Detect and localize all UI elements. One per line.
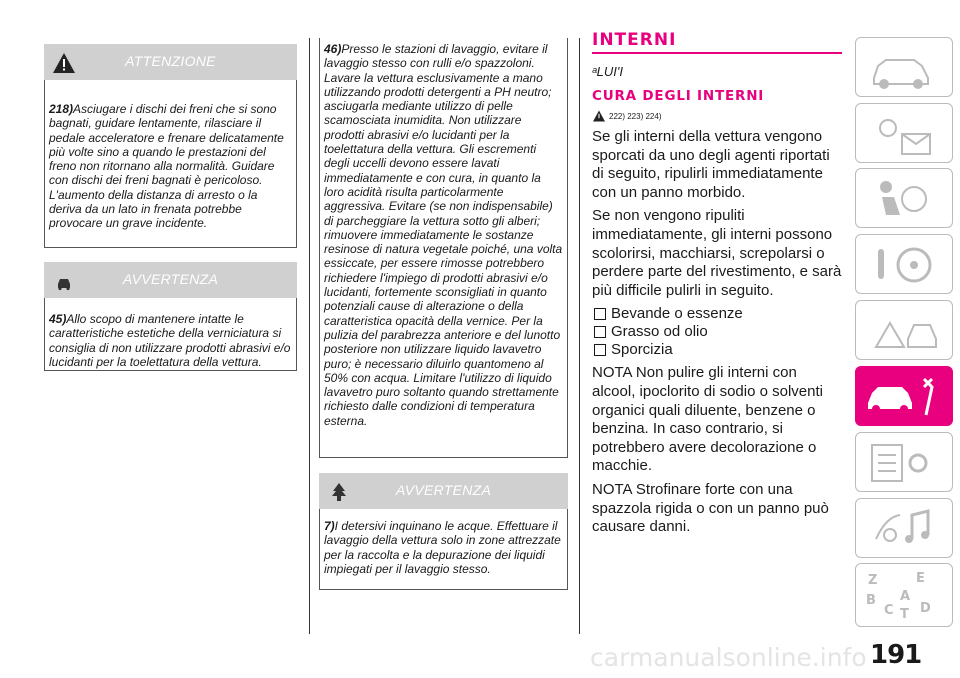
notice-text-2: Presso le stazioni di lavaggio, evitare il lavaggio stesso con rulli e/o spazzoloni. Lavare la vettura esclusivamente a mano utilizzando prodotti detergenti a PH neutro; asciugarla mediante utilizzo di pelle scamosciata inumidita. Non utilizzare prodotti abrasivi e/o lucidanti per la toelettatura della vettura. Gli escrementi degli uccelli devono essere lavati immediatamente e con cura, in quanto la loro acidità risulta particolarmente aggressiva. Evitare (se non indispensabile) di parcheggiare la vettura sotto gli alberi; rimuovere immediatamente le sostanze resinose di natura vegetale poiché, una volta essiccate, per essere rimosse potrebbero richiedere l'impiego di prodotti abrasivi e/o lucidanti, fortemente sconsigliati in quanto potenziali cause di alterazione o della caratteristica opacità della vernice. Per la pulizia del parabrezza anteriore e del lunotto posteriore non utilizzare liquido lavavetro puro; è necessario diluirlo quantomeno al 50% con acqua. Limitare l'utilizzo di liquido lavavetro puro soltanto quando strettamente richiesto dalle condizioni di temperatura esterna. <box>324 42 563 428</box>
svg-text:E: E <box>916 571 925 586</box>
tab-dashboard-lights[interactable] <box>855 103 953 163</box>
notice-box-3 <box>319 473 568 590</box>
warning-content <box>44 80 297 248</box>
notice-content-3 <box>319 509 568 590</box>
column-divider-2 <box>579 38 580 634</box>
notice-text-3: I detersivi inquinano le acque. Effettuare il lavaggio della vettura solo in zone attrezzate per la raccolta e la depurazione dei liquidi impiegati per il lavaggio stesso. <box>324 519 561 576</box>
refs-text: 222) 223) 224) <box>609 111 662 121</box>
bullet-square-icon <box>594 326 606 338</box>
bullet-text: Grasso od olio <box>611 323 708 341</box>
page-number: 191 <box>870 640 922 670</box>
car-wrench-icon <box>856 367 952 425</box>
data-gear-icon <box>856 433 952 491</box>
notice-title-3: AVVERTENZA <box>395 482 492 498</box>
warning-title: ATTENZIONE <box>125 53 216 69</box>
notice-content-1 <box>44 298 297 371</box>
svg-text:B: B <box>866 593 876 608</box>
bullet-text: Bevande o essenze <box>611 305 743 323</box>
left-column <box>44 44 297 371</box>
note-2: NOTA Strofinare forte con una spazzola rigida o con un panno può causare danni. <box>592 480 829 536</box>
bullet-item <box>592 341 842 359</box>
notice-ref-1: 45) <box>49 312 67 326</box>
section-title-underline <box>592 52 842 54</box>
car-outline-icon <box>856 38 952 96</box>
right-column <box>592 30 842 542</box>
section-title: INTERNI <box>592 30 677 50</box>
paragraph-2: Se non vengono ripuliti immediatamente, gli interni possono scolorirsi, macchiarsi, screpolarsi o perdere parte del rivestimento, e sarà più difficile pulirli in seguito. <box>592 207 842 299</box>
notice-title-1: AVVERTENZA <box>122 271 219 287</box>
notice-banner-3 <box>319 473 568 509</box>
tab-index[interactable] <box>855 563 953 627</box>
notice-ref-2: 46) <box>324 42 342 56</box>
subsection-refs <box>592 110 842 122</box>
warning-ref: 218) <box>49 102 74 116</box>
svg-text:A: A <box>900 589 911 604</box>
bullet-square-icon <box>594 344 606 356</box>
notice-box-1 <box>44 262 297 371</box>
tab-starting-driving[interactable] <box>855 234 953 294</box>
multimedia-music-icon <box>856 499 952 557</box>
warning-text: Asciugare i dischi dei freni che si sono bagnati, guidare lentamente, rilasciare il pedale acceleratore e frenare delicatamente più volte sino a quando le prestazioni del freno non ritornano alla normalità. Guidare con dischi dei freni bagnati è pericoloso. L'aumento della distanza di arresto o la deriva da un lato in frenata potrebbe provocare un grave incidente. <box>49 102 284 231</box>
steering-wheel-icon <box>856 235 952 293</box>
notice-banner-1 <box>44 262 297 298</box>
interni-logo-icon: ᵃLUI'I <box>592 64 623 79</box>
note-1: NOTA Non pulire gli interni con alcool, ipoclorito di sodio o solventi organici quali diluente, benzene o benzina. In caso contrario, si potrebbero avere decolorazione o macchie. <box>592 364 823 475</box>
svg-text:D: D <box>920 601 931 616</box>
watermark: carmanualsonline.info <box>590 643 867 672</box>
section-body <box>592 128 842 537</box>
tab-multimedia[interactable] <box>855 498 953 558</box>
emergency-triangle-icon <box>856 301 952 359</box>
notice-content-2 <box>319 38 568 458</box>
middle-column <box>319 38 568 590</box>
bullet-square-icon <box>594 308 606 320</box>
column-divider-1 <box>309 38 310 634</box>
tab-technical-data[interactable] <box>855 432 953 492</box>
seat-airbag-icon <box>856 169 952 227</box>
warning-small-icon <box>592 110 606 122</box>
svg-text:T: T <box>900 607 909 622</box>
subsection-title: CURA DEGLI INTERNI <box>592 88 765 104</box>
paragraph-1: Se gli interni della vettura vengono sporcati da uno degli agenti riportati di seguito, ripulirli immediatamente con un panno morbido. <box>592 128 830 201</box>
svg-text:C: C <box>884 603 894 618</box>
tab-vehicle-knowledge[interactable] <box>855 37 953 97</box>
notice-ref-3: 7) <box>324 519 335 533</box>
tab-servicing-care[interactable] <box>855 366 953 426</box>
bullet-text: Sporcizia <box>611 341 673 359</box>
warning-banner <box>44 44 297 80</box>
tab-safety[interactable] <box>855 168 953 228</box>
bullet-item <box>592 305 842 323</box>
warning-box <box>44 44 297 248</box>
tab-emergency[interactable] <box>855 300 953 360</box>
alphabet-index-icon <box>856 564 952 626</box>
warning-lights-icon <box>856 104 952 162</box>
notice-text-1: Allo scopo di mantenere intatte le caratteristiche estetiche della verniciatura si consiglia di non utilizzare prodotti abrasivi e/o lucidanti per la toelettatura della vettura. <box>49 312 291 369</box>
svg-text:Z: Z <box>868 573 878 588</box>
bullet-item <box>592 323 842 341</box>
